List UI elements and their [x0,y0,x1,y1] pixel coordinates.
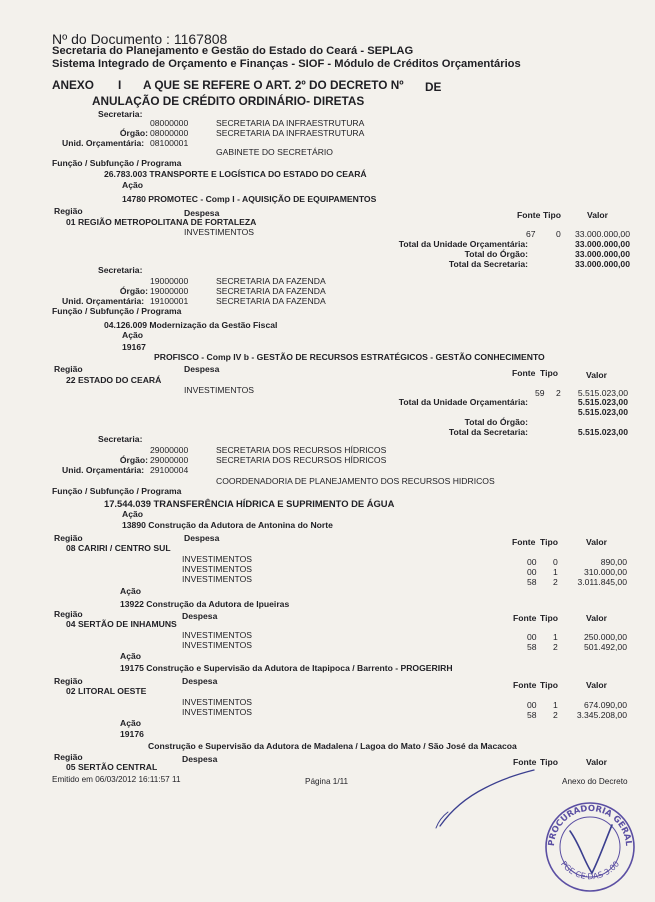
anexo-decreto: Anexo do Decreto [562,777,628,786]
decree-de: DE [425,80,442,94]
despesa-name: INVESTIMENTOS [182,640,253,650]
total-orgao-label: Total do Órgão: [464,417,528,427]
regiao-name: 01 REGIÃO METROPOLITANA DE FORTALEZA [66,217,257,227]
tipo-value: 2 [553,642,558,652]
unid-label: Unid. Orçamentária: [62,138,145,148]
fonte-label: Fonte [513,757,537,767]
acao: 14780 PROMOTEC - Comp I - AQUISIÇÃO DE EQUIPAMENTOS [122,194,377,204]
despesa-name: INVESTIMENTOS [184,227,255,237]
orgao-code: 29000000 [150,455,189,465]
regiao-name: 04 SERTÃO DE INHAMUNS [66,619,177,629]
acao: Construção e Supervisão da Adutora de Madalena / Lagoa do Mato / São José da Macacoa [148,741,517,751]
tipo-value: 0 [553,557,558,567]
secretaria-name: SECRETARIA DA INFRAESTRUTURA [216,118,365,128]
valor-label: Valor [586,680,608,690]
funcao-label: Função / Subfunção / Programa [52,486,182,496]
acao-label: Ação [122,330,144,340]
acao-label: Ação [122,180,144,190]
total-sec-value: 33.000.000,00 [575,259,630,269]
fonte-value: 00 [527,567,537,577]
acao: 13922 Construção da Adutora de Ipueiras [120,599,290,609]
secretaria-code: 29000000 [150,445,189,455]
page-number: Página 1/11 [305,777,349,786]
acao-label: Ação [120,718,142,728]
valor-label: Valor [586,613,608,623]
valor-value: 3.011.845,00 [577,577,627,587]
fonte-value: 67 [526,229,536,239]
valor-value: 310.000,00 [583,567,627,577]
fonte-value: 59 [535,388,545,398]
unid-label: Unid. Orçamentária: [62,465,145,475]
funcao-label: Função / Subfunção / Programa [52,158,182,168]
seal-text-top: PROCURADORIA GERAL [546,803,634,847]
despesa-name: INVESTIMENTOS [182,564,253,574]
despesa-name: INVESTIMENTOS [182,554,253,564]
total-sec-label: Total da Secretaria: [448,259,528,269]
svg-text:PROCURADORIA GERAL [547,804,633,847]
fonte-label: Fonte [512,368,536,378]
regiao-label: Região [54,364,83,374]
valor-label: Valor [586,370,608,380]
seal-text-bottom: PGE·CE·DAS 3.00 [558,859,622,882]
total-orgao-value: 5.515.023,00 [577,407,628,417]
valor-label: Valor [587,210,609,220]
acao: PROFISCO - Comp IV b - GESTÃO DE RECURSOS ESTRATÉGICOS - GESTÃO CONHECIMENTO [154,352,545,362]
fonte-value: 00 [527,557,537,567]
signature-icon [430,760,540,830]
despesa-name: INVESTIMENTOS [182,630,253,640]
tipo-value: 1 [553,700,558,710]
unid-label: Unid. Orçamentária: [62,296,145,306]
secretaria-code: 19000000 [150,276,189,286]
total-unid-label: Total da Unidade Orçamentária: [398,397,528,407]
tipo-label: Tipo [540,757,558,767]
fonte-label: Fonte [512,537,536,547]
fonte-value: 00 [527,632,537,642]
tipo-value: 0 [556,229,561,239]
system-line: Sistema Integrado de Orçamento e Finanças - SIOF - Módulo de Créditos Orçamentários [52,58,521,70]
despesa-label: Despesa [184,364,220,374]
acao-code: 19167 [122,342,146,352]
total-sec-label: Total da Secretaria: [448,427,528,437]
document-subtitle: ANULAÇÃO DE CRÉDITO ORDINÁRIO- DIRETAS [92,94,365,108]
secretaria-label: Secretaria: [98,265,143,275]
decree-text: A QUE SE REFERE O ART. 2º DO DECRETO Nº [143,78,404,92]
total-unid-value: 33.000.000,00 [575,239,630,249]
tipo-label: Tipo [540,680,558,690]
despesa-name: INVESTIMENTOS [182,574,253,584]
valor-value: 674.090,00 [583,700,627,710]
valor-value: 250.000,00 [583,632,627,642]
orgao-name: SECRETARIA DOS RECURSOS HÍDRICOS [216,455,387,465]
unid-code: 08100001 [150,138,189,148]
orgao-code: 08000000 [150,128,189,138]
unid-name: COORDENADORIA DE PLANEJAMENTO DOS RECURSOS HIDRICOS [216,476,495,486]
despesa-label: Despesa [182,676,218,686]
regiao-label: Região [54,206,83,216]
anexo-number: I [118,78,122,92]
acao-label: Ação [120,586,142,596]
fonte-value: 00 [527,700,537,710]
valor-value: 5.515.023,00 [577,388,628,398]
unid-code: 19100001 [150,296,189,306]
secretaria-name: SECRETARIA DOS RECURSOS HÍDRICOS [216,445,387,455]
document-number: Nº do Documento : 1167808 [52,31,228,47]
orgao-code: 19000000 [150,286,189,296]
orgao-label: Órgão: [119,455,148,465]
valor-value: 33.000.000,00 [575,229,630,239]
secretaria-code: 08000000 [150,118,189,128]
acao-label: Ação [120,651,142,661]
programa: 17.544.039 TRANSFERÊNCIA HÍDRICA E SUPRIMENTO DE ÁGUA [104,498,395,509]
procuradoria-seal-icon [540,795,640,895]
fonte-label: Fonte [517,210,541,220]
despesa-name: INVESTIMENTOS [184,385,255,395]
despesa-label: Despesa [184,533,220,543]
tipo-label: Tipo [543,210,561,220]
org-line: Secretaria do Planejamento e Gestão do Estado do Ceará - SEPLAG [52,45,414,57]
despesa-label: Despesa [182,754,218,764]
valor-value: 3.345.208,00 [576,710,627,720]
programa: 26.783.003 TRANSPORTE E LOGÍSTICA DO ESTADO DO CEARÁ [104,169,367,179]
acao-code: 19176 [120,729,144,739]
secretaria-label: Secretaria: [98,109,143,119]
tipo-value: 1 [553,567,558,577]
unid-name: GABINETE DO SECRETÁRIO [216,147,333,157]
regiao-label: Região [54,533,83,543]
valor-label: Valor [586,757,608,767]
tipo-label: Tipo [540,368,558,378]
orgao-label: Órgão: [119,128,148,138]
fonte-value: 58 [527,642,537,652]
secretaria-name: SECRETARIA DA FAZENDA [216,276,326,286]
valor-label: Valor [586,537,608,547]
fonte-label: Fonte [513,680,537,690]
tipo-value: 2 [553,577,558,587]
valor-value: 501.492,00 [583,642,627,652]
acao: 13890 Construção da Adutora de Antonina do Norte [122,520,333,530]
despesa-label: Despesa [182,611,218,621]
fonte-label: Fonte [513,613,537,623]
regiao-label: Região [54,609,83,619]
tipo-label: Tipo [540,613,558,623]
total-sec-value: 5.515.023,00 [577,427,628,437]
regiao-label: Região [54,676,83,686]
orgao-name: SECRETARIA DA FAZENDA [216,286,326,296]
tipo-label: Tipo [540,537,558,547]
valor-value: 890,00 [600,557,627,567]
tipo-value: 2 [553,710,558,720]
secretaria-label: Secretaria: [98,434,143,444]
despesa-label: Despesa [184,208,220,218]
tipo-value: 1 [553,632,558,642]
total-unid-label: Total da Unidade Orçamentária: [398,239,528,249]
orgao-label: Órgão: [119,286,148,296]
tipo-value: 2 [556,388,561,398]
total-orgao-value: 33.000.000,00 [575,249,630,259]
regiao-name: 05 SERTÃO CENTRAL [66,762,158,772]
total-unid-value: 5.515.023,00 [577,397,628,407]
programa: 04.126.009 Modernização da Gestão Fiscal [104,320,278,330]
fonte-value: 58 [527,577,537,587]
regiao-name: 02 LITORAL OESTE [66,686,147,696]
orgao-name: SECRETARIA DA INFRAESTRUTURA [216,128,365,138]
despesa-name: INVESTIMENTOS [182,707,253,717]
regiao-name: 22 ESTADO DO CEARÁ [66,375,162,385]
acao: 19175 Construção e Supervisão da Adutora de Itapipoca / Barrento - PROGERIRH [120,663,453,673]
regiao-label: Região [54,752,83,762]
unid-code: 29100004 [150,465,189,475]
acao-label: Ação [122,509,144,519]
anexo-label: ANEXO [52,78,94,92]
despesa-name: INVESTIMENTOS [182,697,253,707]
total-orgao-label: Total do Órgão: [464,249,528,259]
emitido: Emitido em 06/03/2012 16:11:57 11 [52,775,181,784]
funcao-label: Função / Subfunção / Programa [52,306,182,316]
unid-name: SECRETARIA DA FAZENDA [216,296,326,306]
regiao-name: 08 CARIRI / CENTRO SUL [66,543,171,553]
fonte-value: 58 [527,710,537,720]
